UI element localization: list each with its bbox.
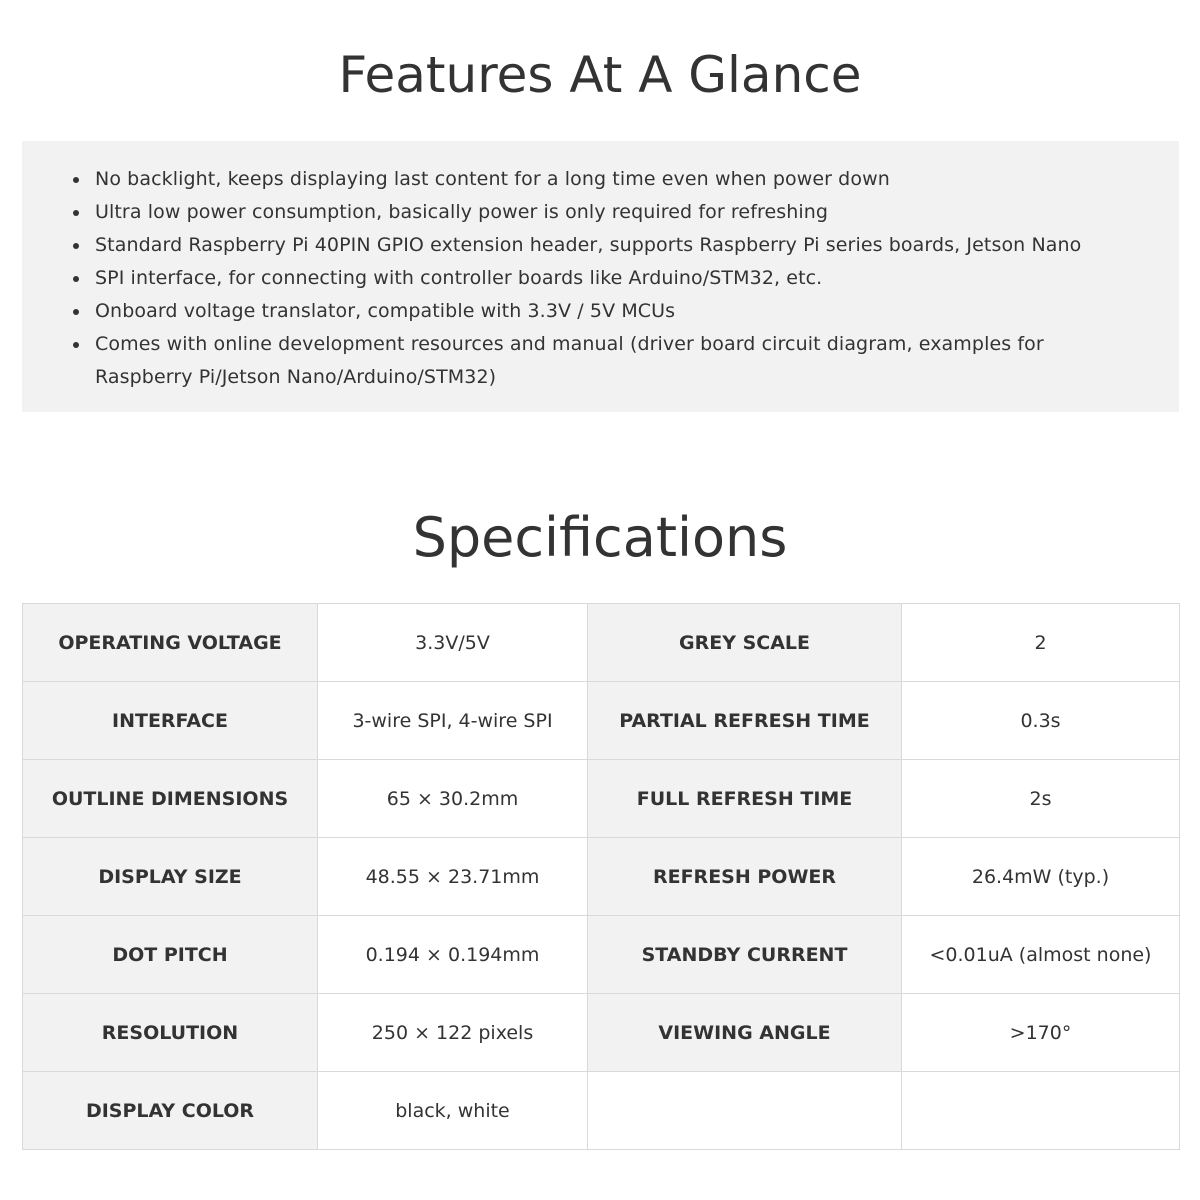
- feature-text: Ultra low power consumption, basically power is only required for refreshing: [95, 201, 829, 223]
- table-row: [23, 1072, 1180, 1150]
- feature-text: SPI interface, for connecting with controller boards like Arduino/STM32, etc.: [95, 267, 823, 289]
- bullet-icon: [73, 276, 79, 282]
- spec-value: 65 × 30.2mm: [318, 760, 588, 838]
- spec-label: DISPLAY COLOR: [23, 1072, 318, 1150]
- feature-item: [73, 163, 1139, 196]
- features-title: Features At A Glance: [338, 46, 862, 104]
- spec-label: REFRESH POWER: [588, 838, 902, 916]
- spec-label: STANDBY CURRENT: [588, 916, 902, 994]
- spec-value: black, white: [318, 1072, 588, 1150]
- spec-value: 250 × 122 pixels: [318, 994, 588, 1072]
- spec-label: VIEWING ANGLE: [588, 994, 902, 1072]
- table-row: [23, 760, 1180, 838]
- spec-label: INTERFACE: [23, 682, 318, 760]
- specifications-title: Specifications: [412, 506, 788, 569]
- spec-label: GREY SCALE: [588, 604, 902, 682]
- spec-value: 2: [902, 604, 1180, 682]
- spec-label: DOT PITCH: [23, 916, 318, 994]
- spec-value: 0.3s: [902, 682, 1180, 760]
- spec-label: DISPLAY SIZE: [23, 838, 318, 916]
- spec-value: 48.55 × 23.71mm: [318, 838, 588, 916]
- features-panel: [22, 141, 1179, 412]
- spec-value: 3-wire SPI, 4-wire SPI: [318, 682, 588, 760]
- feature-item: [73, 295, 1139, 328]
- feature-text: Onboard voltage translator, compatible with 3.3V / 5V MCUs: [95, 300, 676, 322]
- spec-label: PARTIAL REFRESH TIME: [588, 682, 902, 760]
- spec-value: 0.194 × 0.194mm: [318, 916, 588, 994]
- feature-item: [73, 196, 1139, 229]
- bullet-icon: [73, 210, 79, 216]
- table-row: [23, 604, 1180, 682]
- spec-label: OPERATING VOLTAGE: [23, 604, 318, 682]
- spec-label: OUTLINE DIMENSIONS: [23, 760, 318, 838]
- feature-text: Comes with online development resources and manual (driver board circuit diagram, examples for Raspberry Pi/Jetson Nano/Arduino/STM32): [95, 333, 1044, 388]
- spec-value: 26.4mW (typ.): [902, 838, 1180, 916]
- features-list: [73, 163, 1139, 394]
- bullet-icon: [73, 309, 79, 315]
- feature-text: Standard Raspberry Pi 40PIN GPIO extension header, supports Raspberry Pi series boards, Jetson Nano: [95, 234, 1082, 256]
- feature-item: [73, 328, 1139, 394]
- feature-item: [73, 262, 1139, 295]
- spec-label: RESOLUTION: [23, 994, 318, 1072]
- table-row: [23, 838, 1180, 916]
- specifications-table: [22, 603, 1180, 1150]
- bullet-icon: [73, 342, 79, 348]
- spec-value: <0.01uA (almost none): [902, 916, 1180, 994]
- feature-text: No backlight, keeps displaying last content for a long time even when power down: [95, 168, 890, 190]
- bullet-icon: [73, 243, 79, 249]
- table-row: [23, 682, 1180, 760]
- table-row: [23, 916, 1180, 994]
- spec-value: >170°: [902, 994, 1180, 1072]
- feature-item: [73, 229, 1139, 262]
- spec-value: 3.3V/5V: [318, 604, 588, 682]
- spec-value: 2s: [902, 760, 1180, 838]
- empty-cell: [588, 1072, 902, 1150]
- empty-cell: [902, 1072, 1180, 1150]
- spec-label: FULL REFRESH TIME: [588, 760, 902, 838]
- table-row: [23, 994, 1180, 1072]
- bullet-icon: [73, 177, 79, 183]
